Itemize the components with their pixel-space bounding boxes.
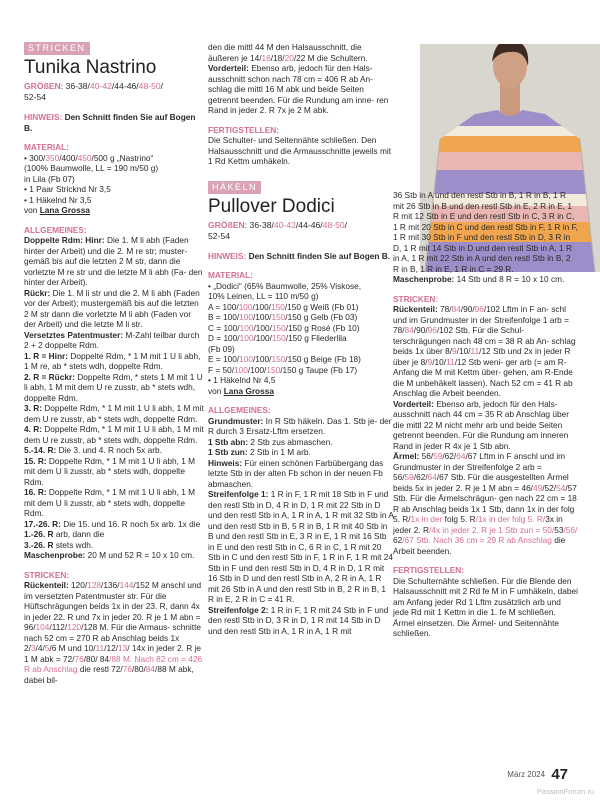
material-line: D = 100/100/100/150/150 g Fliederlila: [208, 333, 347, 343]
material-line: 10% Leinen, LL = 110 m/50 g): [208, 291, 319, 301]
finishing-text-3: Die Schulternähte schließen. Für die Blende den Halsausschnitt mit 2 Rd fe M in F umhäkeln, dabei am Anfang jeder Rd 1 Lftm zusätzlich arb und jede Rd mit 1 Kettm in die 1. fe M schließen. Ärmel einsetzen. Die Ärmel- und Seitennähte schließen.: [393, 575, 578, 638]
size-value: /: [87, 81, 90, 91]
hint-label: HINWEIS:: [24, 112, 63, 122]
text-paragraph: 2. R = Rückr: Doppelte Rdm, * stets 1 M mit 1 U li abh, 1 M mit dem U re zusstr, ab * stets wdh, doppelte Rdm.: [24, 371, 203, 403]
pattern-title-tunika: Tunika Nastrino: [24, 57, 157, 78]
text-paragraph: Rückr: Die 1. M li str und die 2. M li abh (Faden vor der Arbeit); mustergemäß bis auf die letzten 2 M str dann die vorletzte M li abh (Faden vor der Arbeit) und die letzte M li str.: [24, 287, 200, 329]
size-value: 40-42: [273, 219, 296, 230]
brand-line: [24, 205, 204, 216]
column-3: [393, 190, 578, 639]
page-number: 47: [551, 766, 568, 783]
text-paragraph: 1. R = Hinr: Doppelte Rdm, * 1 M mit 1 U li abh, 1 M re, ab * stets wdh, doppelte Rdm.: [24, 350, 201, 371]
size-value: /: [271, 219, 274, 230]
text-paragraph: den die mittl 44 M den Halsausschnitt, die äußeren je 14/16/18/20/22 M die Schultern.: [208, 42, 368, 63]
text-paragraph: Ärmel: 56/59/62/64/67 Lftm in F anschl und im Grundmuster in der Streifenfolge 2 arb = 56/59/62/64/67 Stb. Für die ausgestellten Ärmel beids 5x in jeder 2. R je 1 M abn = 46/49/52/54/57 Stb. Für die Ärmelschrägun- gen nach 22 cm = 18 R ab Anschlag beids 1x 1 Stb, dann 1x in der folg 5. R/1x in der folg 5. R/1x in der folg 5. R/3x in jeder 2. R/4x in jeder 2. R je 1 Stb zun = 50/53/56/ 62/67 Stb. Nach 36 cm = 29 R ab Anschlag die Arbeit beenden.: [393, 451, 578, 556]
material-line: • 1 Paar Stricknd Nr 3,5: [24, 184, 111, 194]
text-paragraph: Streifenfolge 2: 1 R in F, 1 R mit 24 Stb in F und den restl Stb in D, 3 R in D, 1 R mit 14 Stb in D und den restl Stb in A, 1 R in A, 1 R mit: [208, 604, 389, 636]
text-paragraph: 15. R: Doppelte Rdm, * 1 M mit 1 U li abh, 1 M mit dem U li zusstr, ab * stets wdh, doppelte Rdm.: [24, 455, 196, 487]
size-value: 36-38: [65, 81, 88, 91]
hint-text: Den Schnitt finden Sie auf Bogen B.: [24, 112, 196, 133]
hint-label-2: HINWEIS:: [208, 250, 247, 261]
size-value: /: [344, 219, 348, 230]
material-list-2: [208, 281, 394, 386]
text-paragraph: Maschenprobe: 14 Stb und 8 R = 10 x 10 cm.: [393, 274, 565, 284]
sizes-label-2: GRÖßEN: [208, 219, 245, 230]
von-text-2: von: [208, 385, 222, 396]
finishing-heading-3: FERTIGSTELLEN:: [393, 565, 464, 575]
size-value: /: [160, 81, 164, 91]
section-tag-haekeln: HÄKELN: [208, 181, 261, 194]
text-paragraph: Grundmuster: In R Stb häkeln. Das 1. Stb je- der R durch 3 Ersatz-Lftm ersetzen.: [208, 415, 392, 436]
general-text: [24, 235, 204, 561]
size-value: 48-50: [322, 219, 345, 230]
material-line: • „Dodici“ (65% Baumwolle, 25% Viskose,: [208, 280, 362, 291]
material-line: in Lila (Fb 07): [24, 173, 75, 184]
material-line: A = 100/100/100/150/150 g Weiß (Fb 01): [208, 301, 359, 312]
text-paragraph: 1 Stb abn: 2 Stb zus abmaschen.: [208, 436, 333, 447]
size-value: 48-50: [138, 81, 161, 91]
hint-text-2: Den Schnitt finden Sie auf Bogen B.: [248, 250, 391, 261]
text-paragraph: 3.-26. R stets wdh.: [24, 539, 94, 550]
section-tag-stricken: STRICKEN: [24, 42, 90, 55]
material-line: B = 100/100/100/150/150 g Gelb (Fb 03): [208, 312, 358, 322]
von-text: von: [24, 205, 38, 215]
size-value: 36-38: [249, 219, 272, 230]
pattern-title-pullover: Pullover Dodici: [208, 195, 335, 217]
text-paragraph: Streifenfolge 1: 1 R in F, 1 R mit 18 Stb in F und den restl Stb in D, 4 R in D, 1 R mit 22 Stb in D und den restl Stb in A, 1 R in A, 1 R mit 32 Stb in A und den restl Stb in B, 5 R in B, 1 R mit 40 Stb in B und den restl Stb in E, 3 R in E, 1 R mit 16 Stb in E und den restl Stb in C, 6 R in C, 1 R mit 20 Stb in C und den restl Stb in F, 1 R in F, 1 R mit 24 Stb in F und den restl Stb in D, 4 R in D, 1 R mit 16 Stb in D und den restl Stb in A, 2 R in A, 1 R mit 26 Stb in A und den restl Stb in B, 2 R in B, 1 R in E, 2 R in C = 41 R.: [208, 489, 394, 604]
material-heading: MATERIAL:: [24, 142, 70, 152]
brand-line-2: [208, 386, 394, 397]
text-paragraph: Hinweis: Für einen schönen Farbübergang das letzte Stb in der alten Fb schon in der neuen Fb abmaschen.: [208, 457, 384, 489]
knitting-text: [24, 580, 204, 685]
size-value: /44-46/: [111, 81, 139, 91]
sizes-line-2: GRÖßEN: 36-38/40-42/44-46/48-50/ 52-54: [208, 219, 348, 241]
sizes-values: [66, 81, 164, 91]
material-line: C = 100/100/100/150/150 g Rosé (Fb 10): [208, 322, 360, 333]
knitting-heading-3: STRICKEN:: [393, 293, 439, 304]
text-paragraph: Doppelte Rdm: Hinr: Die 1. M li abh (Faden hinter der Arbeit) und die 2. M re str; muster- gemäß bis auf die letzten 2 M str, dann die vorletzte M re str und die letzte M li abh (Fa- den hinter der Arbeit).: [24, 235, 203, 287]
continued-text-3: [393, 190, 578, 285]
material-line: • 1 Häkelnd Nr 3,5: [24, 194, 92, 205]
general-text-2: [208, 416, 394, 637]
sizes-label: GRÖßEN: [24, 81, 61, 91]
finishing-heading-1: FERTIGSTELLEN:: [208, 124, 279, 135]
hint-paragraph-2: [208, 251, 394, 262]
material-line: (Fb 09): [208, 343, 235, 354]
brand-link[interactable]: Lana Grossa: [39, 205, 90, 215]
text-paragraph: Rückenteil: 78/84/90/96/102 Lftm in F an- schl und im Grundmuster in der Streifenfolge 1 arb = 78/84/90/96/102 Stb. Für die Schul- terschrägungen nach 48 cm = 38 R ab An- schlag beids 1x über 8/9/10/11/12 Stb und 2x in jeder R über je 8/9/10/11/12 Stb weni- ger arb (= am R-Anfang die M mit Kettm über- gehen, am R-Ende die M unbehäkelt lassen). Nach 52 cm = 41 R ab Anschlag die Arbeit beenden.: [393, 304, 576, 398]
sweater-stripe: [420, 136, 600, 152]
column-1: [24, 42, 204, 685]
hint-paragraph: [24, 112, 204, 133]
watermark: PassionForum.ru: [536, 787, 594, 796]
text-paragraph: Vorderteil: Ebenso arb, jedoch für den Hals- ausschnitt nach 44 cm = 35 R ab Anschlag über die mittl 22 M nicht mehr arb und beide Seiten getrennt beenden. Für die Rundung am inneren Rand in jeder R 4x je 1 Stb abn.: [393, 398, 569, 451]
material-heading-2: MATERIAL:: [208, 270, 254, 280]
text-paragraph: 36 Stb in A und den restl Stb in B, 1 R in B, 1 R mit 26 Stb in B und den restl Stb in E, 2 R in E, 1 R mit 12 Stb in E und den restl Stb in C, 3 R in C, 1 R mit 20 Stb in C und den restl Stb in F, 1 R in F, 1 R mit 30 Stb in F und den restl Stb in D, 3 R in D, 1 R mit 14 Stb in D und den restl Stb in A, 1 R in A, 1 R mit 22 Stb in A und den restl Stb in B, 2 R in B, 1 R in E, 1 R in C = 29 R.: [393, 190, 578, 274]
material-line: E = 100/100/100/150/150 g Beige (Fb 18): [208, 354, 361, 364]
text-paragraph: 17.-26. R: Die 15. und 16. R noch 5x arb. 1x die: [24, 518, 201, 529]
text-paragraph: Maschenprobe: 20 M und 52 R = 10 x 10 cm.: [24, 550, 195, 560]
text-paragraph: 5.-14. R: Die 3. und 4. R noch 5x arb.: [24, 445, 162, 455]
brand-link-2[interactable]: Lana Grossa: [223, 385, 274, 396]
knitting-heading: STRICKEN:: [24, 569, 70, 580]
text-paragraph: 4. R: Doppelte Rdm, * 1 M mit 1 U li abh, 1 M mit dem U re zusstr, ab * stets wdh, doppelte Rdm.: [24, 424, 204, 445]
text-paragraph: 1 Stb zun: 2 Stb in 1 M arb.: [208, 447, 311, 457]
text-paragraph: 3. R: Doppelte Rdm, * 1 M mit 1 U li abh, 1 M mit dem U re zusstr, ab * stets wdh, doppelte Rdm.: [24, 403, 204, 424]
continued-text: [208, 42, 394, 116]
finishing-text-1: Die Schulter- und Seitennähte schließen. Den Halsausschnitt und die Armausschnitte jeweils mit 1 Rd Kettm umhäkeln.: [208, 135, 392, 166]
size-value: /44-46/: [295, 219, 323, 230]
material-line: (100% Baumwolle, LL = 190 m/50 g): [24, 163, 159, 173]
sweater-stripe: [420, 152, 600, 170]
material-list: [24, 153, 204, 206]
sizes-values-2: [250, 220, 348, 230]
material-line: F = 50/100/100/150/150 g Taupe (Fb 17): [208, 364, 358, 375]
size-value: 40-42: [89, 81, 112, 91]
issue-date: März 2024: [507, 770, 546, 779]
knitting-text-3: [393, 304, 578, 556]
general-heading: ALLGEMEINES:: [24, 224, 87, 235]
text-paragraph: 1.-26. R arb, dann die: [24, 529, 105, 539]
page-footer: [507, 766, 568, 783]
text-paragraph: Vorderteil: Ebenso arb, jedoch für den Hals- ausschnitt schon nach 78 cm = 406 R ab An- schlag die mittl 16 M abk und beide Seiten getrennt beenden. Für die Rundung am inne- ren Rand in jeder 2. R 7x je 2 M abk.: [208, 63, 389, 115]
sizes-values-line2: 52-54: [24, 92, 46, 102]
material-line: • 300/350/400/450/500 g „Nastrino“: [24, 152, 154, 163]
column-2: [208, 42, 394, 636]
material-line: • 1 Häkelnd Nr 4,5: [208, 375, 276, 385]
sizes-values-2-line2: 52-54: [208, 230, 230, 241]
sizes-line: GRÖßEN: 36-38/40-42/44-46/48-50/ 52-54: [24, 81, 164, 102]
general-heading-2: ALLGEMEINES:: [208, 405, 271, 415]
text-paragraph: Versetztes Patentmuster: M-Zahl teilbar durch 2 + 2 doppelte Rdm.: [24, 329, 200, 350]
text-paragraph: Rückenteil: 120/128/136/144/152 M anschl und im versetzten Patentmuster str. Für die Hüftschrägungen beids 1x in der 23. R, dann 4x in jeder 22. R und 7x in jeder 20. R je 1 M abn = 96/104/112/120/128 M. Für die Armaus- schnitte nach 52 cm = 270 R ab Anschlag beids 1x 2/3/4/5/6 M und 10/11/12/13/ 14x in jeder 2. R je 1 M abk = 72/76/80/ 84/88 M. Nach 82 cm = 426 R ab Anschlag die restl 72/76/80/84/88 M abk, dabei bil-: [24, 580, 203, 685]
text-paragraph: 16. R: Doppelte Rdm, * 1 M mit 1 U li abh, 1 M mit dem U li zusstr, ab * stets wdh, doppelte Rdm.: [24, 487, 196, 518]
